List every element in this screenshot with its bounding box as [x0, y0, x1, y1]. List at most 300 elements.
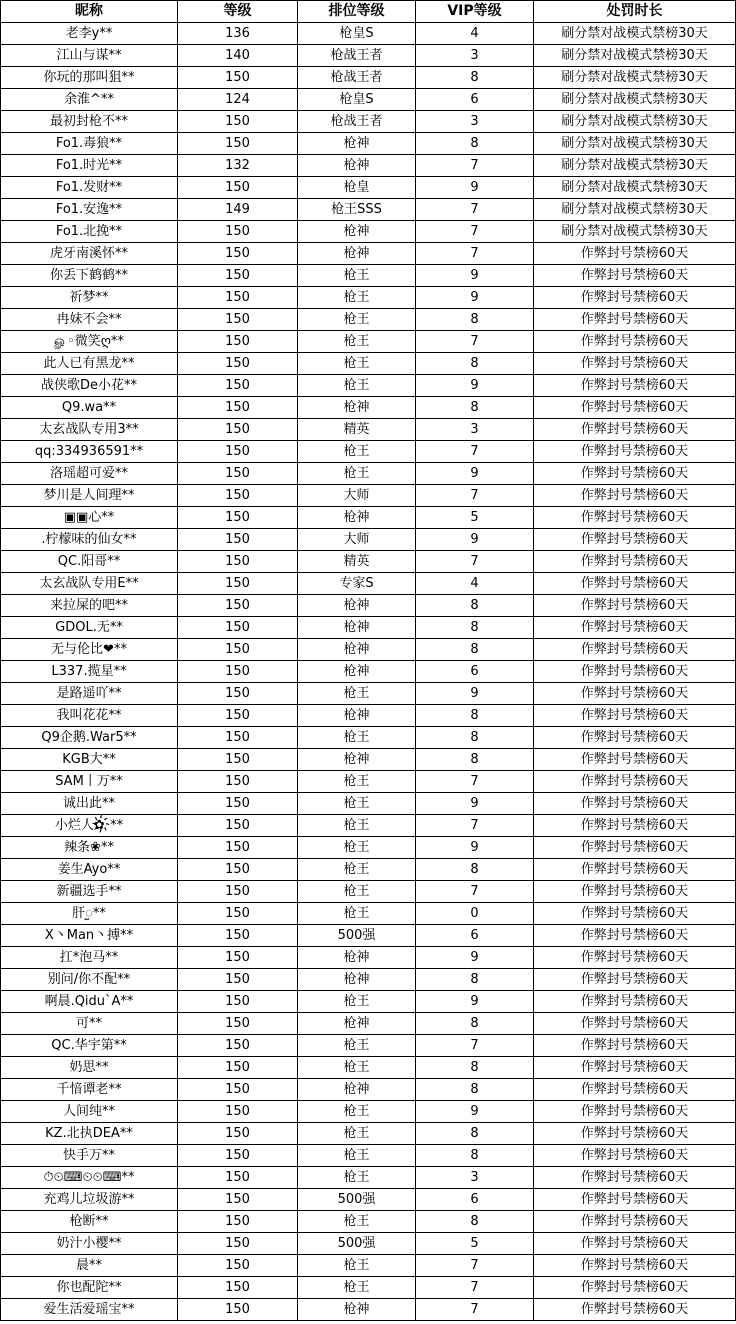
- nickname-cell: 奶思**: [1, 1057, 178, 1079]
- vip-level-cell: 8: [416, 617, 534, 639]
- nickname-cell: 太玄战队专用3**: [1, 419, 178, 441]
- rank-level-cell: 枪神: [298, 595, 416, 617]
- nickname-cell: Fo1.发财**: [1, 177, 178, 199]
- nickname-cell: 我叫花花**: [1, 705, 178, 727]
- rank-level-cell: 枪王: [298, 815, 416, 837]
- penalty-duration-cell: 作弊封号禁榜60天: [534, 485, 736, 507]
- vip-level-cell: 0: [416, 903, 534, 925]
- table-row: [1, 507, 736, 529]
- nickname-cell: 快手万**: [1, 1145, 178, 1167]
- table-row: [1, 331, 736, 353]
- table-row: [1, 1079, 736, 1101]
- penalty-duration-cell: 作弊封号禁榜60天: [534, 1013, 736, 1035]
- nickname-cell: 可**: [1, 1013, 178, 1035]
- level-cell: 150: [178, 705, 298, 727]
- penalty-duration-cell: 作弊封号禁榜60天: [534, 1057, 736, 1079]
- rank-level-cell: 大师: [298, 529, 416, 551]
- rank-level-cell: 枪王: [298, 441, 416, 463]
- nickname-cell: KZ.北执DEA**: [1, 1123, 178, 1145]
- penalty-duration-cell: 作弊封号禁榜60天: [534, 507, 736, 529]
- rank-level-cell: 枪王: [298, 859, 416, 881]
- penalty-duration-cell: 作弊封号禁榜60天: [534, 683, 736, 705]
- table-row: [1, 573, 736, 595]
- vip-level-cell: 3: [416, 45, 534, 67]
- header-level: 等级: [178, 1, 298, 23]
- vip-level-cell: 8: [416, 705, 534, 727]
- nickname-cell: Q9企鹅.War5**: [1, 727, 178, 749]
- level-cell: 150: [178, 1145, 298, 1167]
- table-row: [1, 727, 736, 749]
- vip-level-cell: 6: [416, 925, 534, 947]
- penalty-duration-cell: 刷分禁对战模式禁榜30天: [534, 23, 736, 45]
- level-cell: 150: [178, 1035, 298, 1057]
- nickname-cell: 奶汁小樱**: [1, 1233, 178, 1255]
- penalty-duration-cell: 作弊封号禁榜60天: [534, 573, 736, 595]
- table-row: [1, 595, 736, 617]
- level-cell: 150: [178, 1057, 298, 1079]
- penalty-duration-cell: 作弊封号禁榜60天: [534, 969, 736, 991]
- vip-level-cell: 7: [416, 199, 534, 221]
- vip-level-cell: 3: [416, 111, 534, 133]
- table-row: [1, 221, 736, 243]
- penalty-duration-cell: 刷分禁对战模式禁榜30天: [534, 177, 736, 199]
- rank-level-cell: 枪神: [298, 397, 416, 419]
- table-row: [1, 793, 736, 815]
- nickname-cell: qq:334936591**: [1, 441, 178, 463]
- nickname-cell: ௐ◦微笑ღ**: [1, 331, 178, 353]
- penalty-duration-cell: 刷分禁对战模式禁榜30天: [534, 199, 736, 221]
- nickname-cell: 冉妹不会**: [1, 309, 178, 331]
- nickname-cell: 别问/你不配**: [1, 969, 178, 991]
- rank-level-cell: 枪王: [298, 375, 416, 397]
- penalty-duration-cell: 作弊封号禁榜60天: [534, 287, 736, 309]
- vip-level-cell: 5: [416, 507, 534, 529]
- table-row: [1, 419, 736, 441]
- level-cell: 150: [178, 133, 298, 155]
- table-row: [1, 1233, 736, 1255]
- table-row: [1, 309, 736, 331]
- vip-level-cell: 7: [416, 1255, 534, 1277]
- penalty-duration-cell: 作弊封号禁榜60天: [534, 1189, 736, 1211]
- rank-level-cell: 精英: [298, 419, 416, 441]
- rank-level-cell: 枪神: [298, 243, 416, 265]
- nickname-cell: Fo1.时光**: [1, 155, 178, 177]
- level-cell: 150: [178, 991, 298, 1013]
- level-cell: 150: [178, 111, 298, 133]
- nickname-cell: .柠檬味的仙女**: [1, 529, 178, 551]
- nickname-cell: Fo1.安逸**: [1, 199, 178, 221]
- vip-level-cell: 6: [416, 1189, 534, 1211]
- nickname-cell: 肝ꫬ**: [1, 903, 178, 925]
- level-cell: 150: [178, 573, 298, 595]
- table-row: [1, 529, 736, 551]
- level-cell: 136: [178, 23, 298, 45]
- penalty-duration-cell: 作弊封号禁榜60天: [534, 551, 736, 573]
- rank-level-cell: 枪王: [298, 1057, 416, 1079]
- penalty-duration-cell: 作弊封号禁榜60天: [534, 463, 736, 485]
- nickname-cell: 太玄战队专用E**: [1, 573, 178, 595]
- level-cell: 150: [178, 639, 298, 661]
- penalty-duration-cell: 刷分禁对战模式禁榜30天: [534, 89, 736, 111]
- level-cell: 150: [178, 617, 298, 639]
- vip-level-cell: 8: [416, 309, 534, 331]
- table-row: [1, 969, 736, 991]
- level-cell: 150: [178, 1277, 298, 1299]
- nickname-cell: ⏱⏲⌨⏲⏲⌨**: [1, 1167, 178, 1189]
- rank-level-cell: 专家S: [298, 573, 416, 595]
- rank-level-cell: 枪王: [298, 331, 416, 353]
- level-cell: 150: [178, 529, 298, 551]
- nickname-cell: 人间纯**: [1, 1101, 178, 1123]
- vip-level-cell: 8: [416, 1057, 534, 1079]
- level-cell: 150: [178, 661, 298, 683]
- penalty-duration-cell: 作弊封号禁榜60天: [534, 1145, 736, 1167]
- table-row: [1, 265, 736, 287]
- table-row: [1, 243, 736, 265]
- vip-level-cell: 8: [416, 727, 534, 749]
- table-row: [1, 903, 736, 925]
- table-row: [1, 287, 736, 309]
- penalty-duration-cell: 刷分禁对战模式禁榜30天: [534, 67, 736, 89]
- rank-level-cell: 枪战王者: [298, 111, 416, 133]
- rank-level-cell: 枪王: [298, 1277, 416, 1299]
- rank-level-cell: 枪神: [298, 1079, 416, 1101]
- level-cell: 150: [178, 1189, 298, 1211]
- table-row: [1, 463, 736, 485]
- rank-level-cell: 枪王SSS: [298, 199, 416, 221]
- vip-level-cell: 7: [416, 881, 534, 903]
- table-row: [1, 947, 736, 969]
- level-cell: 150: [178, 1211, 298, 1233]
- nickname-cell: 小烂人✿҉**: [1, 815, 178, 837]
- vip-level-cell: 7: [416, 243, 534, 265]
- level-cell: 150: [178, 925, 298, 947]
- penalty-duration-cell: 作弊封号禁榜60天: [534, 749, 736, 771]
- nickname-cell: 你丢下鹤鹤**: [1, 265, 178, 287]
- penalty-duration-cell: 作弊封号禁榜60天: [534, 441, 736, 463]
- level-cell: 150: [178, 969, 298, 991]
- rank-level-cell: 枪王: [298, 771, 416, 793]
- table-row: [1, 353, 736, 375]
- level-cell: 150: [178, 903, 298, 925]
- vip-level-cell: 9: [416, 529, 534, 551]
- penalty-duration-cell: 作弊封号禁榜60天: [534, 727, 736, 749]
- level-cell: 150: [178, 265, 298, 287]
- table-row: [1, 199, 736, 221]
- rank-level-cell: 枪王: [298, 353, 416, 375]
- level-cell: 150: [178, 793, 298, 815]
- rank-level-cell: 枪神: [298, 749, 416, 771]
- level-cell: 150: [178, 947, 298, 969]
- penalty-duration-cell: 作弊封号禁榜60天: [534, 1299, 736, 1321]
- vip-level-cell: 3: [416, 1167, 534, 1189]
- vip-level-cell: 4: [416, 23, 534, 45]
- table-row: [1, 749, 736, 771]
- nickname-cell: 新疆选手**: [1, 881, 178, 903]
- rank-level-cell: 枪王: [298, 1211, 416, 1233]
- nickname-cell: 千愔谭老**: [1, 1079, 178, 1101]
- nickname-cell: L337.揽星**: [1, 661, 178, 683]
- level-cell: 150: [178, 441, 298, 463]
- level-cell: 150: [178, 397, 298, 419]
- table-row: [1, 1277, 736, 1299]
- level-cell: 150: [178, 1079, 298, 1101]
- penalty-duration-cell: 作弊封号禁榜60天: [534, 419, 736, 441]
- rank-level-cell: 枪王: [298, 881, 416, 903]
- table-row: [1, 1013, 736, 1035]
- penalty-duration-cell: 作弊封号禁榜60天: [534, 991, 736, 1013]
- level-cell: 150: [178, 1233, 298, 1255]
- rank-level-cell: 枪神: [298, 1013, 416, 1035]
- table-row: [1, 67, 736, 89]
- nickname-cell: X丶Man丶搏**: [1, 925, 178, 947]
- penalty-duration-cell: 作弊封号禁榜60天: [534, 397, 736, 419]
- nickname-cell: QC.华宇第**: [1, 1035, 178, 1057]
- penalty-duration-cell: 作弊封号禁榜60天: [534, 771, 736, 793]
- table-row: [1, 705, 736, 727]
- rank-level-cell: 枪王: [298, 683, 416, 705]
- rank-level-cell: 枪王: [298, 265, 416, 287]
- level-cell: 150: [178, 881, 298, 903]
- table-row: [1, 177, 736, 199]
- vip-level-cell: 9: [416, 177, 534, 199]
- penalty-duration-cell: 刷分禁对战模式禁榜30天: [534, 133, 736, 155]
- rank-level-cell: 枪王: [298, 903, 416, 925]
- table-row: [1, 881, 736, 903]
- rank-level-cell: 枪王: [298, 1123, 416, 1145]
- table-row: [1, 1189, 736, 1211]
- nickname-cell: 梦川是人间理**: [1, 485, 178, 507]
- vip-level-cell: 7: [416, 331, 534, 353]
- penalty-duration-cell: 作弊封号禁榜60天: [534, 1035, 736, 1057]
- rank-level-cell: 枪战王者: [298, 67, 416, 89]
- header-row: [1, 1, 736, 23]
- table-row: [1, 375, 736, 397]
- level-cell: 150: [178, 287, 298, 309]
- table-row: [1, 991, 736, 1013]
- rank-level-cell: 枪王: [298, 1101, 416, 1123]
- nickname-cell: 你玩的那叫狙**: [1, 67, 178, 89]
- vip-level-cell: 9: [416, 683, 534, 705]
- table-row: [1, 155, 736, 177]
- penalty-duration-cell: 作弊封号禁榜60天: [534, 243, 736, 265]
- nickname-cell: 洛瑶超可爱**: [1, 463, 178, 485]
- level-cell: 150: [178, 551, 298, 573]
- nickname-cell: 啊晨.Qidu`A**: [1, 991, 178, 1013]
- nickname-cell: 老李y**: [1, 23, 178, 45]
- vip-level-cell: 9: [416, 463, 534, 485]
- table-row: [1, 111, 736, 133]
- level-cell: 150: [178, 1013, 298, 1035]
- level-cell: 150: [178, 815, 298, 837]
- table-row: [1, 1167, 736, 1189]
- nickname-cell: 余淮^**: [1, 89, 178, 111]
- nickname-cell: 战侠歌De小花**: [1, 375, 178, 397]
- level-cell: 150: [178, 859, 298, 881]
- vip-level-cell: 7: [416, 221, 534, 243]
- rank-level-cell: 精英: [298, 551, 416, 573]
- rank-level-cell: 枪神: [298, 639, 416, 661]
- rank-level-cell: 500强: [298, 1189, 416, 1211]
- nickname-cell: KGB大**: [1, 749, 178, 771]
- penalty-duration-cell: 作弊封号禁榜60天: [534, 837, 736, 859]
- nickname-cell: 晨**: [1, 1255, 178, 1277]
- vip-level-cell: 9: [416, 837, 534, 859]
- level-cell: 150: [178, 419, 298, 441]
- vip-level-cell: 3: [416, 419, 534, 441]
- penalty-duration-cell: 作弊封号禁榜60天: [534, 661, 736, 683]
- rank-level-cell: 枪神: [298, 705, 416, 727]
- level-cell: 149: [178, 199, 298, 221]
- level-cell: 150: [178, 463, 298, 485]
- vip-level-cell: 9: [416, 947, 534, 969]
- table-row: [1, 441, 736, 463]
- vip-level-cell: 8: [416, 1013, 534, 1035]
- level-cell: 150: [178, 67, 298, 89]
- vip-level-cell: 7: [416, 1277, 534, 1299]
- level-cell: 150: [178, 177, 298, 199]
- penalty-duration-cell: 作弊封号禁榜60天: [534, 947, 736, 969]
- vip-level-cell: 8: [416, 595, 534, 617]
- rank-level-cell: 枪皇S: [298, 23, 416, 45]
- table-row: [1, 1211, 736, 1233]
- rank-level-cell: 枪神: [298, 947, 416, 969]
- penalty-duration-cell: 作弊封号禁榜60天: [534, 925, 736, 947]
- rank-level-cell: 枪王: [298, 287, 416, 309]
- rank-level-cell: 枪王: [298, 1145, 416, 1167]
- penalty-duration-cell: 作弊封号禁榜60天: [534, 1211, 736, 1233]
- nickname-cell: ▣▣心**: [1, 507, 178, 529]
- vip-level-cell: 6: [416, 89, 534, 111]
- level-cell: 150: [178, 353, 298, 375]
- vip-level-cell: 4: [416, 573, 534, 595]
- table-row: [1, 1299, 736, 1321]
- penalty-duration-cell: 作弊封号禁榜60天: [534, 595, 736, 617]
- nickname-cell: 爱生活爱瑶宝**: [1, 1299, 178, 1321]
- penalty-duration-cell: 作弊封号禁榜60天: [534, 617, 736, 639]
- table-row: [1, 1035, 736, 1057]
- rank-level-cell: 枪王: [298, 1167, 416, 1189]
- nickname-cell: 此人已有黑龙**: [1, 353, 178, 375]
- vip-level-cell: 7: [416, 155, 534, 177]
- vip-level-cell: 8: [416, 969, 534, 991]
- rank-level-cell: 枪王: [298, 1255, 416, 1277]
- rank-level-cell: 枪神: [298, 507, 416, 529]
- vip-level-cell: 7: [416, 1299, 534, 1321]
- penalty-duration-cell: 作弊封号禁榜60天: [534, 529, 736, 551]
- rank-level-cell: 枪神: [298, 661, 416, 683]
- penalty-duration-cell: 作弊封号禁榜60天: [534, 903, 736, 925]
- table-row: [1, 1101, 736, 1123]
- vip-level-cell: 6: [416, 661, 534, 683]
- penalty-duration-cell: 作弊封号禁榜60天: [534, 705, 736, 727]
- level-cell: 150: [178, 331, 298, 353]
- nickname-cell: 扛*泡马**: [1, 947, 178, 969]
- table-row: [1, 23, 736, 45]
- table-row: [1, 1255, 736, 1277]
- vip-level-cell: 7: [416, 551, 534, 573]
- penalty-duration-cell: 作弊封号禁榜60天: [534, 265, 736, 287]
- rank-level-cell: 枪神: [298, 133, 416, 155]
- penalty-duration-cell: 作弊封号禁榜60天: [534, 1255, 736, 1277]
- vip-level-cell: 9: [416, 1101, 534, 1123]
- rank-level-cell: 枪皇: [298, 177, 416, 199]
- level-cell: 150: [178, 243, 298, 265]
- table-row: [1, 551, 736, 573]
- penalty-duration-cell: 作弊封号禁榜60天: [534, 793, 736, 815]
- level-cell: 150: [178, 507, 298, 529]
- table-row: [1, 859, 736, 881]
- vip-level-cell: 8: [416, 133, 534, 155]
- rank-level-cell: 枪王: [298, 309, 416, 331]
- header-penalty-duration: 处罚时长: [534, 1, 736, 23]
- table-row: [1, 639, 736, 661]
- level-cell: 150: [178, 727, 298, 749]
- level-cell: 150: [178, 771, 298, 793]
- vip-level-cell: 7: [416, 815, 534, 837]
- level-cell: 132: [178, 155, 298, 177]
- vip-level-cell: 8: [416, 1211, 534, 1233]
- rank-level-cell: 大师: [298, 485, 416, 507]
- table-row: [1, 485, 736, 507]
- level-cell: 150: [178, 221, 298, 243]
- table-row: [1, 1057, 736, 1079]
- penalty-duration-cell: 作弊封号禁榜60天: [534, 375, 736, 397]
- rank-level-cell: 枪神: [298, 155, 416, 177]
- rank-level-cell: 枪皇S: [298, 89, 416, 111]
- rank-level-cell: 500强: [298, 925, 416, 947]
- nickname-cell: 是路遥吖**: [1, 683, 178, 705]
- penalty-duration-cell: 作弊封号禁榜60天: [534, 353, 736, 375]
- penalty-duration-cell: 作弊封号禁榜60天: [534, 639, 736, 661]
- vip-level-cell: 8: [416, 1123, 534, 1145]
- vip-level-cell: 7: [416, 771, 534, 793]
- vip-level-cell: 8: [416, 67, 534, 89]
- nickname-cell: 充鸡儿垃圾游**: [1, 1189, 178, 1211]
- level-cell: 150: [178, 595, 298, 617]
- vip-level-cell: 9: [416, 265, 534, 287]
- header-nickname: 昵称: [1, 1, 178, 23]
- level-cell: 124: [178, 89, 298, 111]
- table-row: [1, 837, 736, 859]
- vip-level-cell: 7: [416, 485, 534, 507]
- level-cell: 150: [178, 1299, 298, 1321]
- table-row: [1, 397, 736, 419]
- rank-level-cell: 枪神: [298, 1299, 416, 1321]
- penalty-duration-cell: 作弊封号禁榜60天: [534, 309, 736, 331]
- vip-level-cell: 9: [416, 287, 534, 309]
- vip-level-cell: 7: [416, 441, 534, 463]
- nickname-cell: 无与伦比❤**: [1, 639, 178, 661]
- vip-level-cell: 9: [416, 991, 534, 1013]
- penalty-duration-cell: 刷分禁对战模式禁榜30天: [534, 221, 736, 243]
- penalty-duration-cell: 作弊封号禁榜60天: [534, 1277, 736, 1299]
- level-cell: 150: [178, 375, 298, 397]
- penalty-duration-cell: 作弊封号禁榜60天: [534, 1079, 736, 1101]
- level-cell: 150: [178, 749, 298, 771]
- nickname-cell: 诚出此**: [1, 793, 178, 815]
- nickname-cell: Fo1.毒狼**: [1, 133, 178, 155]
- vip-level-cell: 8: [416, 859, 534, 881]
- level-cell: 150: [178, 1255, 298, 1277]
- level-cell: 150: [178, 1101, 298, 1123]
- level-cell: 140: [178, 45, 298, 67]
- vip-level-cell: 8: [416, 749, 534, 771]
- penalty-duration-cell: 作弊封号禁榜60天: [534, 1167, 736, 1189]
- table-row: [1, 661, 736, 683]
- nickname-cell: 祈梦**: [1, 287, 178, 309]
- table-row: [1, 133, 736, 155]
